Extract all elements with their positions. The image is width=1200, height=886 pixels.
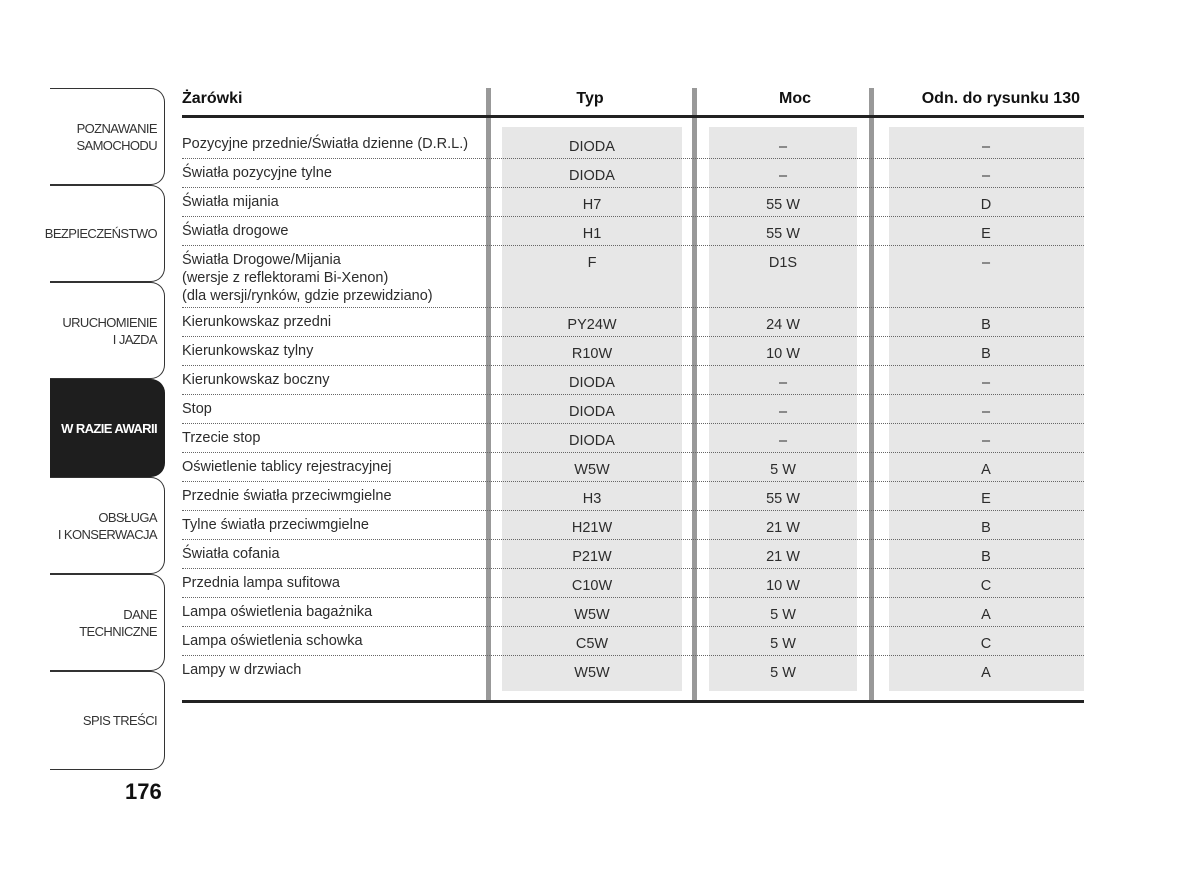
bulb-power: 5 W [770, 607, 796, 623]
bulb-name: Kierunkowskaz przedni [182, 314, 332, 330]
bulb-name: Kierunkowskaz tylny [182, 343, 314, 359]
table-row [182, 395, 1084, 424]
bulb-name: Lampa oświetlenia bagażnika [182, 604, 373, 620]
bulb-figure-ref: – [981, 375, 991, 391]
table-row [182, 453, 1084, 482]
bulb-name: Przednie światła przeciwmgielne [182, 488, 392, 504]
bulb-power: – [778, 375, 788, 391]
bulb-power: 5 W [770, 636, 796, 652]
tab-poznawanie-samochodu[interactable]: POZNAWANIE SAMOCHODU [50, 88, 165, 185]
bulb-name: Oświetlenie tablicy rejestracyjnej [182, 459, 392, 475]
table-row [182, 627, 1084, 656]
bulb-figure-ref: A [981, 607, 991, 623]
table-row [182, 511, 1084, 540]
bulb-type: P21W [572, 549, 612, 565]
header-bulbs: Żarówki [182, 90, 243, 107]
bulb-power: 21 W [766, 520, 800, 536]
bulb-name: Stop [182, 401, 212, 417]
bulb-power: – [778, 168, 788, 184]
tab-bezpieczenstwo[interactable]: BEZPIECZEŃSTWO [50, 185, 165, 282]
bulb-power: 5 W [770, 462, 796, 478]
bulb-type: DIODA [569, 404, 615, 420]
bulb-type: C10W [571, 578, 613, 594]
page-number: 176 [125, 779, 162, 804]
header-figure-ref: Odn. do rysunku 130 [921, 90, 1080, 107]
tab-spis-tresci[interactable]: SPIS TREŚCI [50, 671, 165, 770]
table-row [182, 598, 1084, 627]
bulb-figure-ref: – [981, 168, 991, 184]
bulb-power: 24 W [766, 317, 800, 333]
bulb-figure-ref: – [981, 255, 991, 271]
bulb-figure-ref: A [981, 665, 991, 681]
bulb-name: Światła pozycyjne tylne [182, 165, 332, 181]
bulb-name: Światła drogowe [182, 223, 289, 239]
bulb-power: 55 W [766, 491, 800, 507]
bulb-figure-ref: D [980, 197, 992, 213]
bulb-figure-ref: C [980, 636, 992, 652]
bulb-type: DIODA [569, 168, 615, 184]
bulb-type: H3 [582, 491, 602, 507]
bulb-name: Światła Drogowe/Mijania (wersje z reflektorami Bi-Xenon) (dla wersji/rynków, gdzie przewidziano) [182, 252, 433, 304]
table-row [182, 308, 1084, 337]
table-row [182, 246, 1084, 308]
bulb-name: Przednia lampa sufitowa [182, 575, 340, 591]
bulb-type: DIODA [569, 139, 615, 155]
bulb-type: R10W [571, 346, 613, 362]
bulb-figure-ref: – [981, 433, 991, 449]
bulb-name: Światła cofania [182, 546, 280, 562]
bulb-power: D1S [768, 255, 798, 271]
bulb-power: 5 W [770, 665, 796, 681]
bulb-type: PY24W [567, 317, 617, 333]
bulb-type: H1 [582, 226, 602, 242]
bulb-type: C5W [575, 636, 609, 652]
header-type: Typ [576, 90, 604, 107]
table-row [182, 656, 1084, 685]
table-bottom-rule [182, 700, 1084, 703]
header-rule [182, 115, 1084, 118]
bulb-name: Kierunkowskaz boczny [182, 372, 330, 388]
tab-obsluga-i-konserwacja[interactable]: OBSŁUGA I KONSERWACJA [50, 477, 165, 574]
bulb-figure-ref: – [981, 404, 991, 420]
table-row [182, 482, 1084, 511]
tab-uruchomienie-i-jazda[interactable]: URUCHOMIENIE I JAZDA [50, 282, 165, 379]
bulb-power: 10 W [766, 578, 800, 594]
bulb-power: – [778, 139, 788, 155]
bulb-power: 55 W [766, 197, 800, 213]
table-row [182, 569, 1084, 598]
bulb-power: – [778, 433, 788, 449]
bulb-type: W5W [574, 462, 610, 478]
table-row [182, 130, 1084, 159]
bulb-name: Pozycyjne przednie/Światła dzienne (D.R.L.) [182, 136, 469, 152]
bulb-type: DIODA [569, 433, 615, 449]
bulb-type: DIODA [569, 375, 615, 391]
bulb-name: Lampa oświetlenia schowka [182, 633, 363, 649]
bulb-type: H21W [571, 520, 613, 536]
table-row [182, 188, 1084, 217]
table-row [182, 159, 1084, 188]
bulb-power: 55 W [766, 226, 800, 242]
bulb-figure-ref: B [981, 520, 991, 536]
bulb-power: 10 W [766, 346, 800, 362]
bulb-type: F [587, 255, 597, 271]
bulb-figure-ref: A [981, 462, 991, 478]
tab-dane-techniczne[interactable]: DANE TECHNICZNE [50, 574, 165, 671]
bulb-figure-ref: C [980, 578, 992, 594]
header-power: Moc [779, 90, 811, 107]
table-row [182, 337, 1084, 366]
bulb-power: – [778, 404, 788, 420]
bulb-figure-ref: B [981, 549, 991, 565]
bulb-name: Trzecie stop [182, 430, 261, 446]
bulb-name: Światła mijania [182, 194, 279, 210]
bulb-type: W5W [574, 607, 610, 623]
bulb-figure-ref: B [981, 317, 991, 333]
bulb-name: Tylne światła przeciwmgielne [182, 517, 369, 533]
table-row [182, 424, 1084, 453]
bulb-name: Lampy w drzwiach [182, 662, 302, 678]
table-row [182, 217, 1084, 246]
bulb-type: H7 [582, 197, 602, 213]
bulb-figure-ref: B [981, 346, 991, 362]
bulb-figure-ref: E [981, 491, 991, 507]
table-row [182, 366, 1084, 395]
tab-w-razie-awarii[interactable]: W RAZIE AWARII [50, 379, 165, 477]
bulb-figure-ref: – [981, 139, 991, 155]
bulb-figure-ref: E [981, 226, 991, 242]
bulb-power: 21 W [766, 549, 800, 565]
bulb-type: W5W [574, 665, 610, 681]
table-row [182, 540, 1084, 569]
